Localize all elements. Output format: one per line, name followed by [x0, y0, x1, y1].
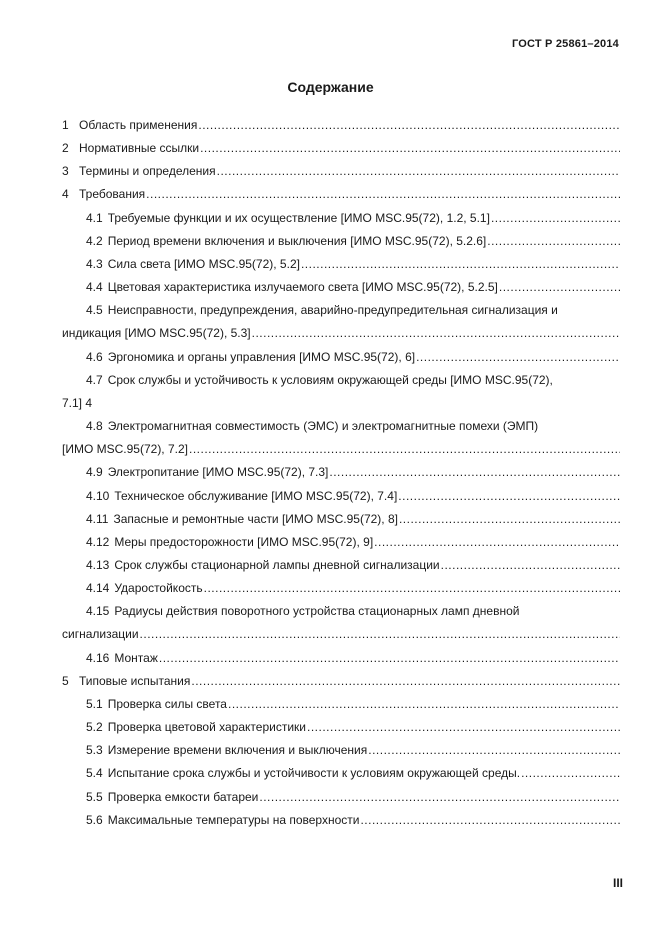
toc-entry-number: 5.4: [86, 766, 103, 781]
toc-entry-5-3[interactable]: [62, 739, 620, 762]
dot-leader: [301, 253, 620, 276]
toc-entry-5-4[interactable]: [62, 762, 620, 785]
dot-leader: [416, 346, 620, 369]
dot-leader: [398, 485, 620, 508]
toc-entry-text: Меры предосторожности [ИМО MSC.95(72), 9]: [114, 534, 374, 549]
toc-entry-text: Электромагнитная совместимость (ЭМС) и электромагнитные помехи (ЭМП): [107, 419, 539, 434]
toc-entry-4-12[interactable]: [62, 531, 620, 554]
dot-leader: [189, 438, 620, 461]
toc-entry-text-continuation: сигнализации: [62, 627, 139, 642]
toc-entry-4-10[interactable]: [62, 485, 620, 508]
dot-leader: [307, 716, 620, 739]
dot-leader: [159, 647, 620, 670]
toc-entry-4-6[interactable]: [62, 346, 620, 369]
toc-entry-4-13[interactable]: [62, 554, 620, 577]
dot-leader: [521, 762, 620, 785]
toc-entry-1[interactable]: [62, 114, 620, 137]
dot-leader: [217, 160, 620, 183]
dot-leader: [329, 461, 620, 484]
dot-leader: [191, 670, 620, 693]
toc-entry-text: Техническое обслуживание [ИМО MSC.95(72), 7.4]: [114, 488, 398, 503]
toc-entry-text: Радиусы действия поворотного устройства стационарных ламп дневной: [114, 604, 520, 619]
toc-entry-text: Электропитание [ИМО MSC.95(72), 7.3]: [107, 465, 329, 480]
dot-leader: [441, 554, 620, 577]
toc-entry-number: 4.12: [86, 534, 110, 549]
toc-entry-4-14[interactable]: [62, 577, 620, 600]
dot-leader: [228, 693, 620, 716]
toc-entry-3[interactable]: [62, 160, 620, 183]
dot-leader: [374, 531, 620, 554]
dot-leader: [491, 207, 620, 230]
toc-entry-text: Запасные и ремонтные части [ИМО MSC.95(72), 8]: [113, 511, 398, 526]
toc-entry-number: 5.5: [86, 789, 103, 804]
toc-entry-4-11[interactable]: [62, 508, 620, 531]
dot-leader: [198, 114, 620, 137]
toc-entry-number: 4.15: [86, 604, 110, 619]
toc-entry-number: 4.14: [86, 581, 110, 596]
toc-entry-number: 4.6: [86, 349, 103, 364]
toc-entry-number: 5: [62, 673, 69, 688]
toc-entry-number: 2: [62, 141, 69, 156]
toc-entry-4[interactable]: [62, 183, 620, 206]
toc-entry-number: 3: [62, 164, 69, 179]
toc-entry-4-8[interactable]: [62, 415, 620, 438]
toc-entry-4-4[interactable]: [62, 276, 620, 299]
toc-entry-number: 4.3: [86, 256, 103, 271]
toc-entry-text: Измерение времени включения и выключения: [107, 743, 368, 758]
standard-code: ГОСТ Р 25861–2014: [511, 38, 619, 50]
toc-entry-text-continuation: [ИМО MSC.95(72), 7.2]: [62, 442, 188, 457]
toc-title: Содержание: [287, 79, 374, 95]
toc-entry-text: Испытание срока службы и устойчивости к условиям окружающей среды.: [107, 766, 521, 781]
toc-entry-4-3[interactable]: [62, 253, 620, 276]
toc-entry-text: Срок службы стационарной лампы дневной сигнализации: [114, 557, 440, 572]
toc-entry-text: Период времени включения и выключения [ИМО MSC.95(72), 5.2.6]: [107, 233, 487, 248]
toc-entry-text: Неисправности, предупреждения, аварийно-предупредительная сигнализация и: [107, 303, 558, 318]
toc-entry-number: 5.2: [86, 720, 103, 735]
dot-leader: [487, 230, 620, 253]
toc-entry-number: 5.6: [86, 812, 103, 827]
toc-entry-2[interactable]: [62, 137, 620, 160]
toc-entry-4-7[interactable]: [62, 369, 620, 392]
toc-entry-4-1[interactable]: [62, 207, 620, 230]
dot-leader: [259, 786, 620, 809]
toc-entry-number: 4.13: [86, 557, 110, 572]
toc-entry-text: Требуемые функции и их осуществление [ИМО MSC.95(72), 1.2, 5.1]: [107, 210, 490, 225]
toc-entry-text: Срок службы и устойчивость к условиям окружающей среды [ИМО MSC.95(72),: [107, 372, 553, 387]
toc-entry-text: Проверка емкости батареи: [107, 789, 259, 804]
toc-entry-text: Термины и определения: [79, 164, 216, 179]
dot-leader: [368, 739, 620, 762]
dot-leader: [200, 137, 620, 160]
dot-leader: [204, 577, 620, 600]
toc-entry-text-continuation: индикация [ИМО MSC.95(72), 5.3]: [62, 326, 251, 341]
toc-entry-number: 1: [62, 118, 69, 132]
toc-entry-text: Максимальные температуры на поверхности: [107, 812, 360, 827]
table-of-contents: [62, 114, 620, 832]
toc-entry-number: 4.8: [86, 419, 103, 434]
toc-entry-4-9[interactable]: [62, 461, 620, 484]
toc-entry-number: 4.2: [86, 233, 103, 248]
toc-entry-5[interactable]: [62, 670, 620, 693]
toc-entry-text: Цветовая характеристика излучаемого света [ИМО MSC.95(72), 5.2.5]: [107, 280, 498, 295]
dot-leader: [146, 183, 620, 206]
toc-entry-number: 4.11: [86, 511, 109, 526]
toc-entry-text-continuation: 7.1] 4: [62, 395, 93, 410]
toc-entry-5-5[interactable]: [62, 786, 620, 809]
toc-entry-number: 4.5: [86, 303, 103, 318]
toc-entry-number: 4.1: [86, 210, 103, 225]
toc-entry-number: 4.7: [86, 372, 103, 387]
toc-entry-text: Проверка цветовой характеристики: [107, 720, 306, 735]
toc-entry-number: 4.10: [86, 488, 110, 503]
toc-entry-4-5[interactable]: [62, 299, 620, 322]
toc-entry-5-2[interactable]: [62, 716, 620, 739]
dot-leader: [252, 322, 620, 345]
toc-entry-text: Требования: [79, 187, 146, 202]
dot-leader: [140, 623, 620, 646]
toc-entry-4-8-continuation[interactable]: [62, 438, 620, 461]
dot-leader: [360, 809, 620, 832]
toc-entry-number: 4.9: [86, 465, 103, 480]
toc-entry-5-6[interactable]: [62, 809, 620, 832]
toc-entry-number: 4.4: [86, 280, 103, 295]
toc-entry-4-2[interactable]: [62, 230, 620, 253]
dot-leader: [399, 508, 620, 531]
toc-entry-text: Нормативные ссылки: [79, 141, 200, 156]
dot-leader: [499, 276, 620, 299]
toc-entry-number: 4: [62, 187, 69, 202]
toc-entry-4-7-continuation[interactable]: [62, 392, 620, 415]
toc-entry-4-16[interactable]: [62, 647, 620, 670]
toc-entry-number: 4.16: [86, 650, 110, 665]
toc-entry-text: Сила света [ИМО MSC.95(72), 5.2]: [107, 256, 300, 271]
toc-entry-text: Проверка силы света: [107, 696, 227, 711]
toc-entry-text: Монтаж: [114, 650, 158, 665]
page-number: III: [612, 876, 623, 890]
toc-entry-number: 5.1: [86, 696, 103, 711]
toc-entry-text: Ударостойкость: [114, 581, 203, 596]
toc-entry-4-5-continuation[interactable]: [62, 322, 620, 345]
toc-entry-5-1[interactable]: [62, 693, 620, 716]
toc-entry-4-15-continuation[interactable]: [62, 623, 620, 646]
toc-entry-text: Область применения: [79, 118, 198, 132]
toc-entry-number: 5.3: [86, 743, 103, 758]
toc-entry-text: Эргономика и органы управления [ИМО MSC.95(72), 6]: [107, 349, 416, 364]
toc-entry-text: Типовые испытания: [79, 673, 191, 688]
toc-entry-4-15[interactable]: [62, 600, 620, 623]
